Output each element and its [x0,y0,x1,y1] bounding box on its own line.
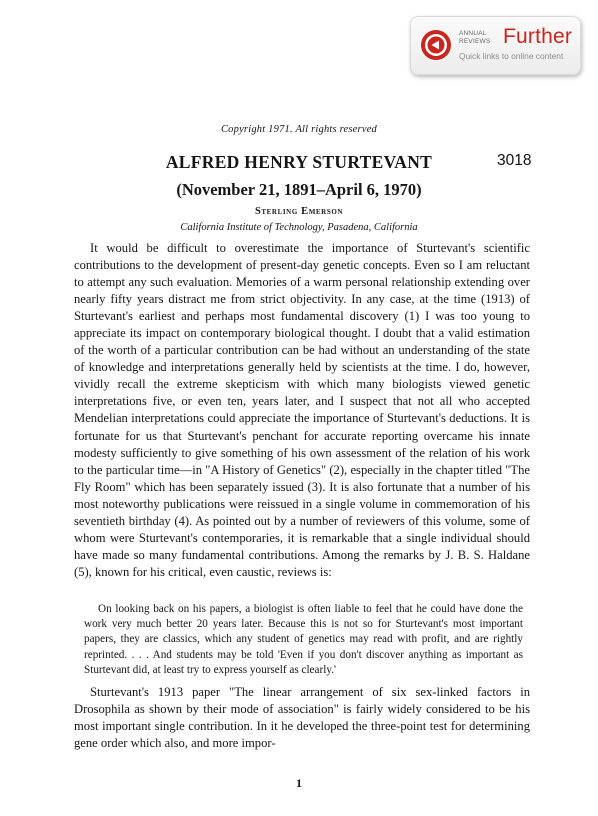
paragraph: It would be difficult to overestimate the importance of Sturtevant's scientific contributions to the development of present-day genetic concepts. Even so I am reluctant to attempt any such evaluation. Memories of a warm personal relationship extending over nearly fifty years distract me from strict objectivity. In any case, at the time (1913) of Sturtevant's earliest and perhaps most fundamental discovery (1) I was too young to appreciate its impact on contemporary biological thought. I doubt that a valid estimation of the worth of a particular contribution can be had without an understanding of the state of knowledge and interpretations generally held by scientists at the time. I do, however, vividly recall the extreme skepticism with which many biologists viewed genetic interpretations five, or even ten, years later, and I suspect that not all who accepted Mendelian interpretations could appreciate the importance of Sturtevant's deductions. It is fortunate for us that Sturtevant's penchant for accurate reporting overcame his innate modesty sufficiently to give something of his own assessment of the relation of his work to the particular time—in "A History of Genetics" (2), especially in the chapter titled "The Fly Room" which has been separately issued (3). It is also fortunate that a number of his most noteworthy publications were reissued in a single volume in commemoration of his seventieth birthday (4). As pointed out by a number of reviewers of this volume, some of whom were Sturtevant's contemporaries, it is remarkable that a single individual should have made so many fundamental contributions. Among the remarks by J. B. S. Haldane (5), known for his critical, even caustic, reviews is: [74,241,530,579]
page-number: 1 [296,776,302,790]
further-word: Further [503,25,573,48]
body-text [74,240,530,581]
author-affiliation: California Institute of Technology, Pasadena, California [180,222,418,233]
article-title: ALFRED HENRY STURTEVANT [165,152,433,172]
annual-reviews-label: ANNUAL REVIEWS [459,30,491,45]
life-dates: (November 21, 1891–April 6, 1970) [176,180,422,199]
further-tagline: Quick links to online content [459,51,564,61]
copyright-line: Copyright 1971. All rights reserved [220,124,378,135]
quote-text: On looking back on his papers, a biologist is often liable to feel that he could have done the work very much better 20 years later. Because this is not so for Sturtevant's most important papers, they are classics, which any student of genetics may read with profit, and are rightly reprinted. . . . And students may be told 'Even if you don't discover anything as important as Sturtevant did, at least try to express yourself as clearly.' [84,603,523,676]
further-badge[interactable] [410,16,581,75]
paragraph: Sturtevant's 1913 paper "The linear arrangement of six sex-linked factors in Drosophila as shown by their mode of association" is fairly widely considered to be his most important single contribution. In it he developed the three-point test for determining gene order which also, and more impor- [74,685,530,751]
body-text-continued [74,684,530,752]
play-arrow-icon [420,29,452,61]
document-number: 3018 [497,152,532,169]
author-name: Sterling Emerson [254,206,344,217]
block-quote [84,602,523,678]
